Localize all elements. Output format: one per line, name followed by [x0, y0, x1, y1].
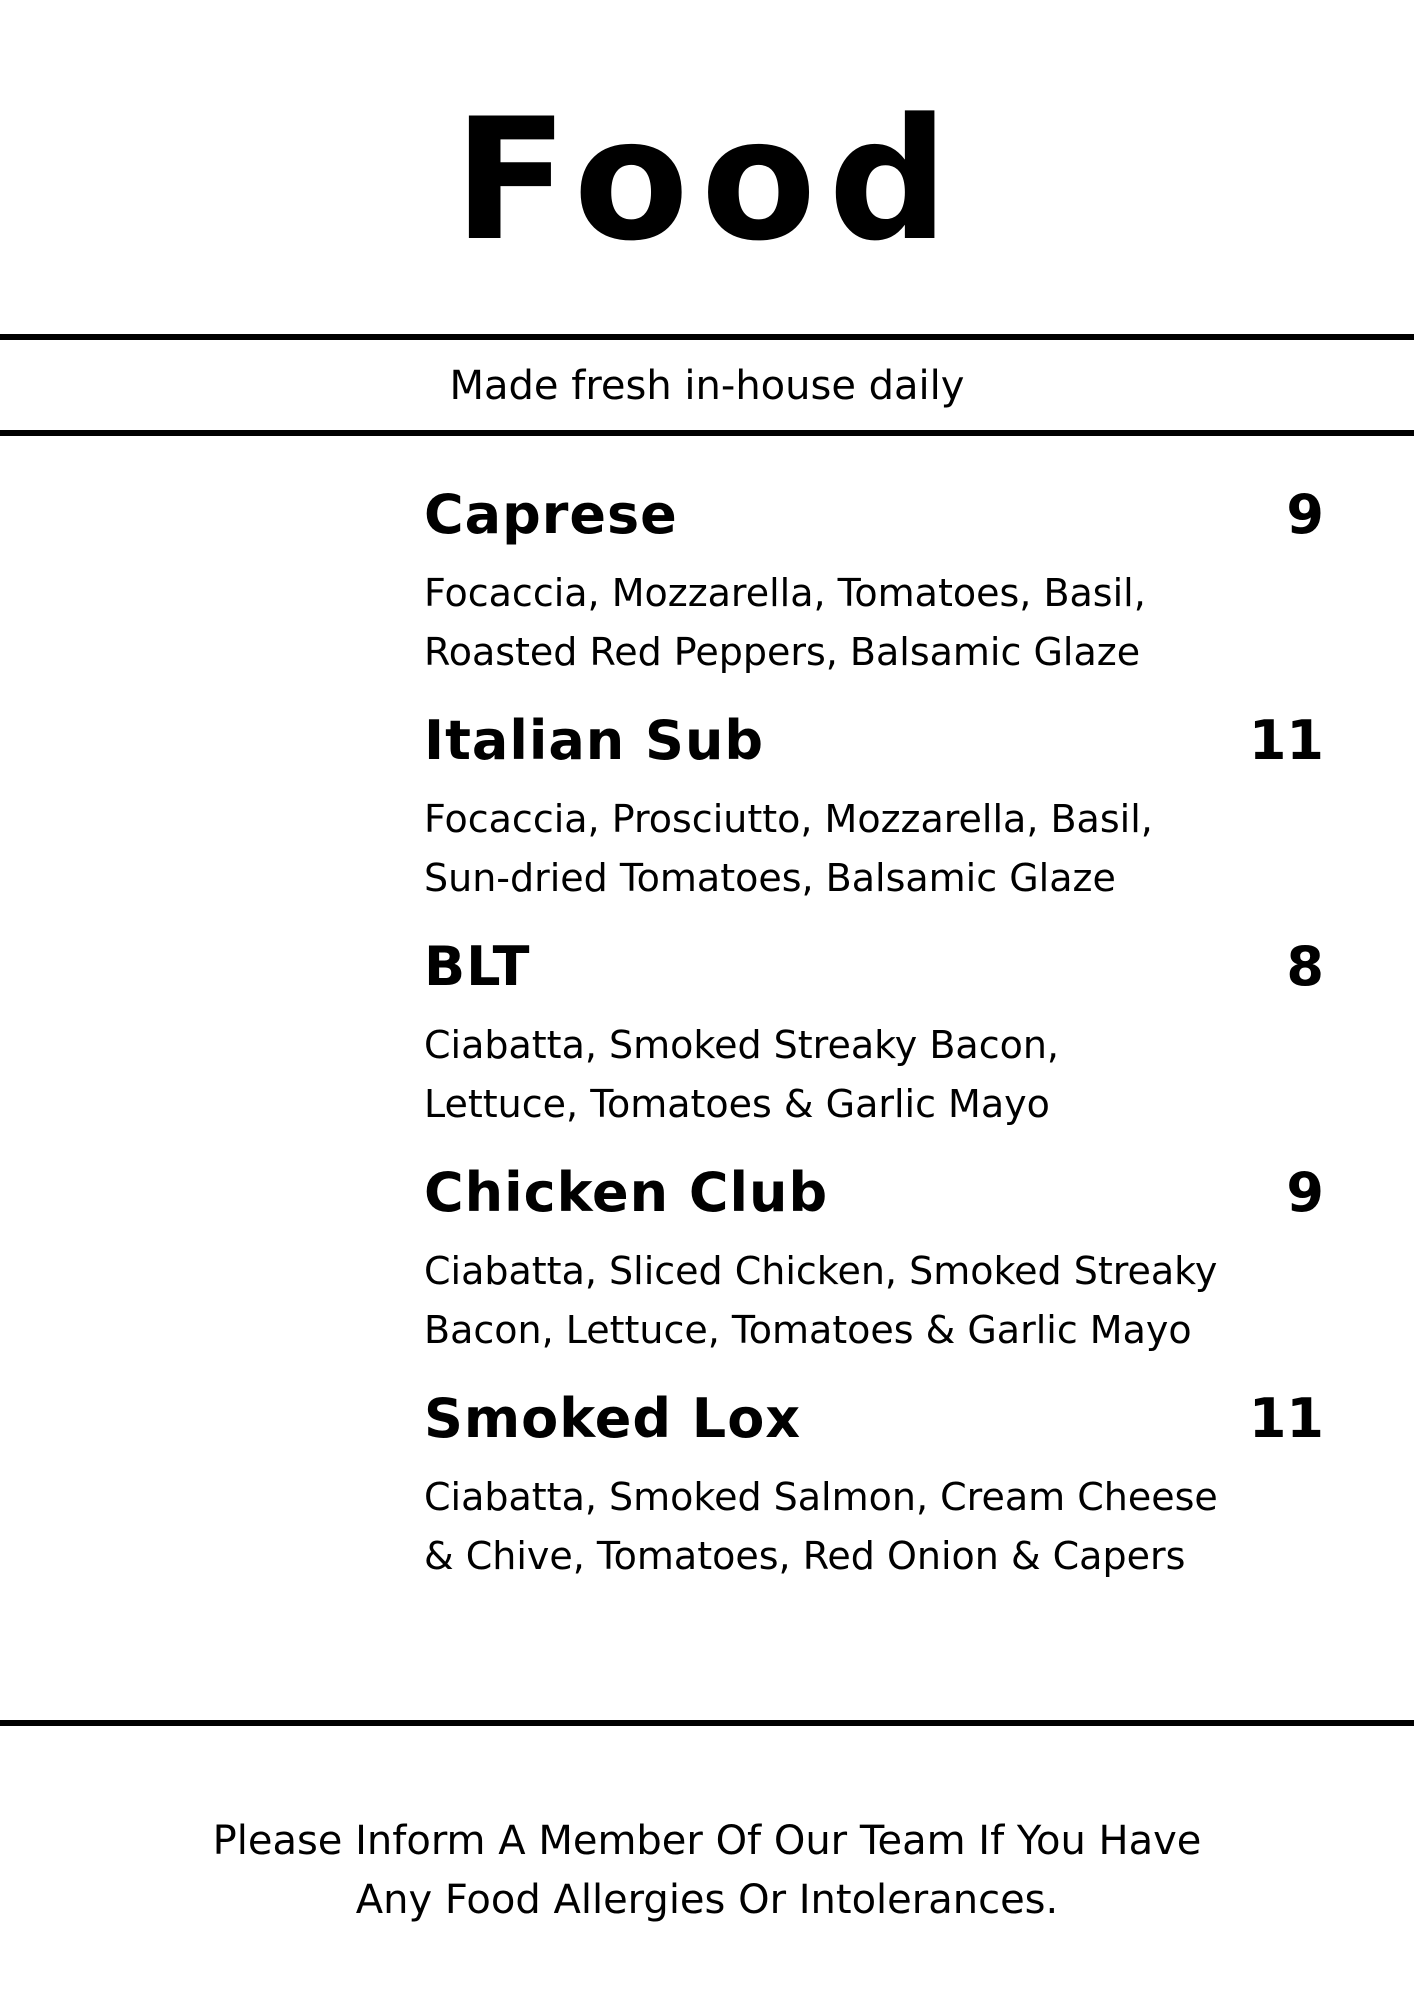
menu-list [424, 478, 1324, 1608]
item-name: Caprese [424, 483, 678, 546]
item-description [424, 564, 1304, 682]
item-price: 9 [1286, 1161, 1324, 1224]
item-description [424, 1242, 1304, 1360]
tagline-divider [0, 430, 1414, 436]
item-description [424, 1016, 1304, 1134]
item-description-line: Focaccia, Prosciutto, Mozzarella, Basil, [424, 797, 1153, 841]
menu-item-italian-sub [424, 704, 1324, 930]
item-name: Italian Sub [424, 709, 765, 772]
item-description-line: Sun-dried Tomatoes, Balsamic Glaze [424, 856, 1116, 900]
item-description-line: Ciabatta, Sliced Chicken, Smoked Streaky [424, 1249, 1218, 1293]
menu-item-blt [424, 930, 1324, 1156]
menu-title: Food [453, 82, 961, 278]
item-description-line: Bacon, Lettuce, Tomatoes & Garlic Mayo [424, 1308, 1192, 1352]
item-price: 11 [1248, 1387, 1324, 1450]
item-description-line: & Chive, Tomatoes, Red Onion & Capers [424, 1534, 1186, 1578]
item-description-line: Focaccia, Mozzarella, Tomatoes, Basil, [424, 571, 1146, 615]
item-description [424, 1468, 1304, 1586]
item-price: 9 [1286, 483, 1324, 546]
item-description-line: Ciabatta, Smoked Streaky Bacon, [424, 1023, 1059, 1067]
allergy-notice [0, 1812, 1414, 1930]
menu-item-chicken-club [424, 1156, 1324, 1382]
footer-divider [0, 1720, 1414, 1726]
item-name: Chicken Club [424, 1161, 829, 1224]
item-description-line: Ciabatta, Smoked Salmon, Cream Cheese [424, 1475, 1218, 1519]
item-description-line: Lettuce, Tomatoes & Garlic Mayo [424, 1082, 1050, 1126]
item-name: BLT [424, 935, 531, 998]
item-description-line: Roasted Red Peppers, Balsamic Glaze [424, 630, 1141, 674]
allergy-notice-line: Any Food Allergies Or Intolerances. [355, 1877, 1059, 1923]
allergy-notice-line: Please Inform A Member Of Our Team If You Have [212, 1818, 1202, 1864]
item-price: 8 [1286, 935, 1324, 998]
item-name: Smoked Lox [424, 1387, 802, 1450]
item-price: 11 [1248, 709, 1324, 772]
menu-item-caprese [424, 478, 1324, 704]
menu-item-smoked-lox [424, 1382, 1324, 1608]
item-description [424, 790, 1304, 908]
tagline: Made fresh in-house daily [449, 363, 965, 409]
top-divider [0, 334, 1414, 340]
